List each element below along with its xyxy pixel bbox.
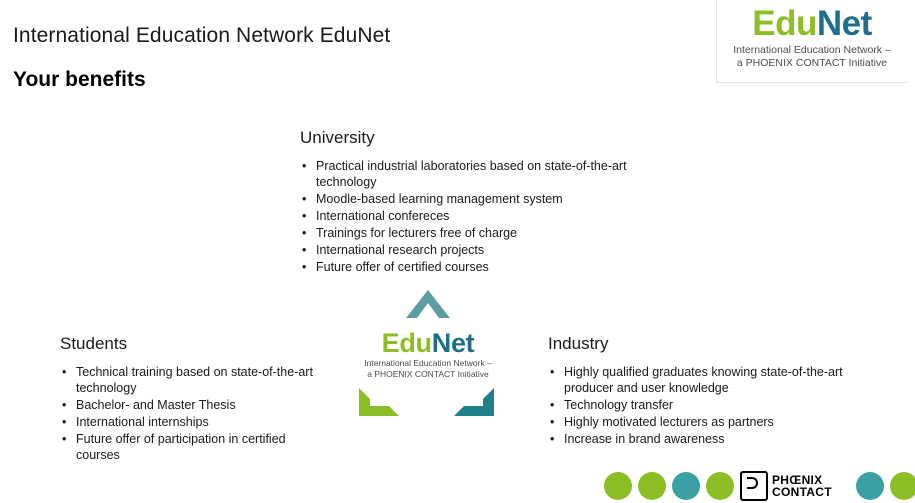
edunet-center-tagline-1: International Education Network – <box>364 358 492 368</box>
edunet-center-edu: Edu <box>381 328 432 358</box>
edunet-center-graphic <box>348 288 508 428</box>
list-item: • Future offer of certified courses <box>300 259 630 275</box>
page-subtitle: Your benefits <box>13 68 146 91</box>
phoenix-contact-wordmark <box>772 474 832 499</box>
list-item: • Moodle-based learning management system <box>300 191 630 207</box>
edunet-logo-tagline-1: International Education Network – <box>733 44 891 56</box>
university-bullet-list <box>300 158 630 275</box>
university-block <box>300 128 630 276</box>
footer-dot <box>638 472 666 500</box>
industry-heading: Industry <box>548 334 609 353</box>
list-item: • Highly motivated lecturers as partners <box>548 414 848 430</box>
footer-dot <box>890 472 915 500</box>
list-item: • Increase in brand awareness <box>548 431 848 447</box>
list-item: • International confereces <box>300 208 630 224</box>
edunet-logo-net: Net <box>816 4 872 43</box>
students-heading: Students <box>60 334 128 353</box>
phoenix-contact-logo <box>740 471 850 501</box>
footer-dot <box>672 472 700 500</box>
list-item: • Trainings for lecturers free of charge <box>300 225 630 241</box>
students-bullet-list <box>60 364 330 463</box>
list-item: • Highly qualified graduates knowing state-of-the-art producer and user knowledge <box>548 364 848 396</box>
chevron-down-right-icon <box>450 386 498 418</box>
list-item: • Future offer of participation in certified courses <box>60 431 330 463</box>
footer-dot <box>856 472 884 500</box>
list-item: • Technology transfer <box>548 397 848 413</box>
phoenix-contact-mark-icon <box>740 471 768 501</box>
chevron-down-left-icon <box>355 386 403 418</box>
list-item: • Bachelor- and Master Thesis <box>60 397 330 413</box>
edunet-logo-edu: Edu <box>752 4 817 43</box>
phoenix-contact-line-1: PHŒNIX <box>772 472 823 487</box>
edunet-center-wordmark <box>348 328 508 358</box>
list-item: • International research projects <box>300 242 630 258</box>
footer-dot <box>604 472 632 500</box>
edunet-center-net: Net <box>431 328 475 358</box>
list-item: • International internships <box>60 414 330 430</box>
university-heading: University <box>300 128 375 147</box>
industry-bullet-list <box>548 364 848 447</box>
edunet-logo-tagline-2: a PHOENIX CONTACT Initiative <box>736 57 888 69</box>
edunet-logo-wordmark <box>717 4 907 44</box>
list-item: • Practical industrial laboratories based on state-of-the-art technology <box>300 158 630 190</box>
edunet-logo <box>716 0 907 83</box>
edunet-center-tagline-2: a PHOENIX CONTACT Initiative <box>367 369 489 379</box>
students-block <box>60 334 330 464</box>
list-item: • Technical training based on state-of-the-art technology <box>60 364 330 396</box>
phoenix-contact-line-2: CONTACT <box>772 485 832 499</box>
industry-block <box>548 334 848 448</box>
chevron-up-icon <box>403 288 453 320</box>
page-title: International Education Network EduNet <box>13 24 391 47</box>
footer-dot <box>706 472 734 500</box>
footer-decoration <box>604 471 915 501</box>
footer <box>0 467 915 503</box>
